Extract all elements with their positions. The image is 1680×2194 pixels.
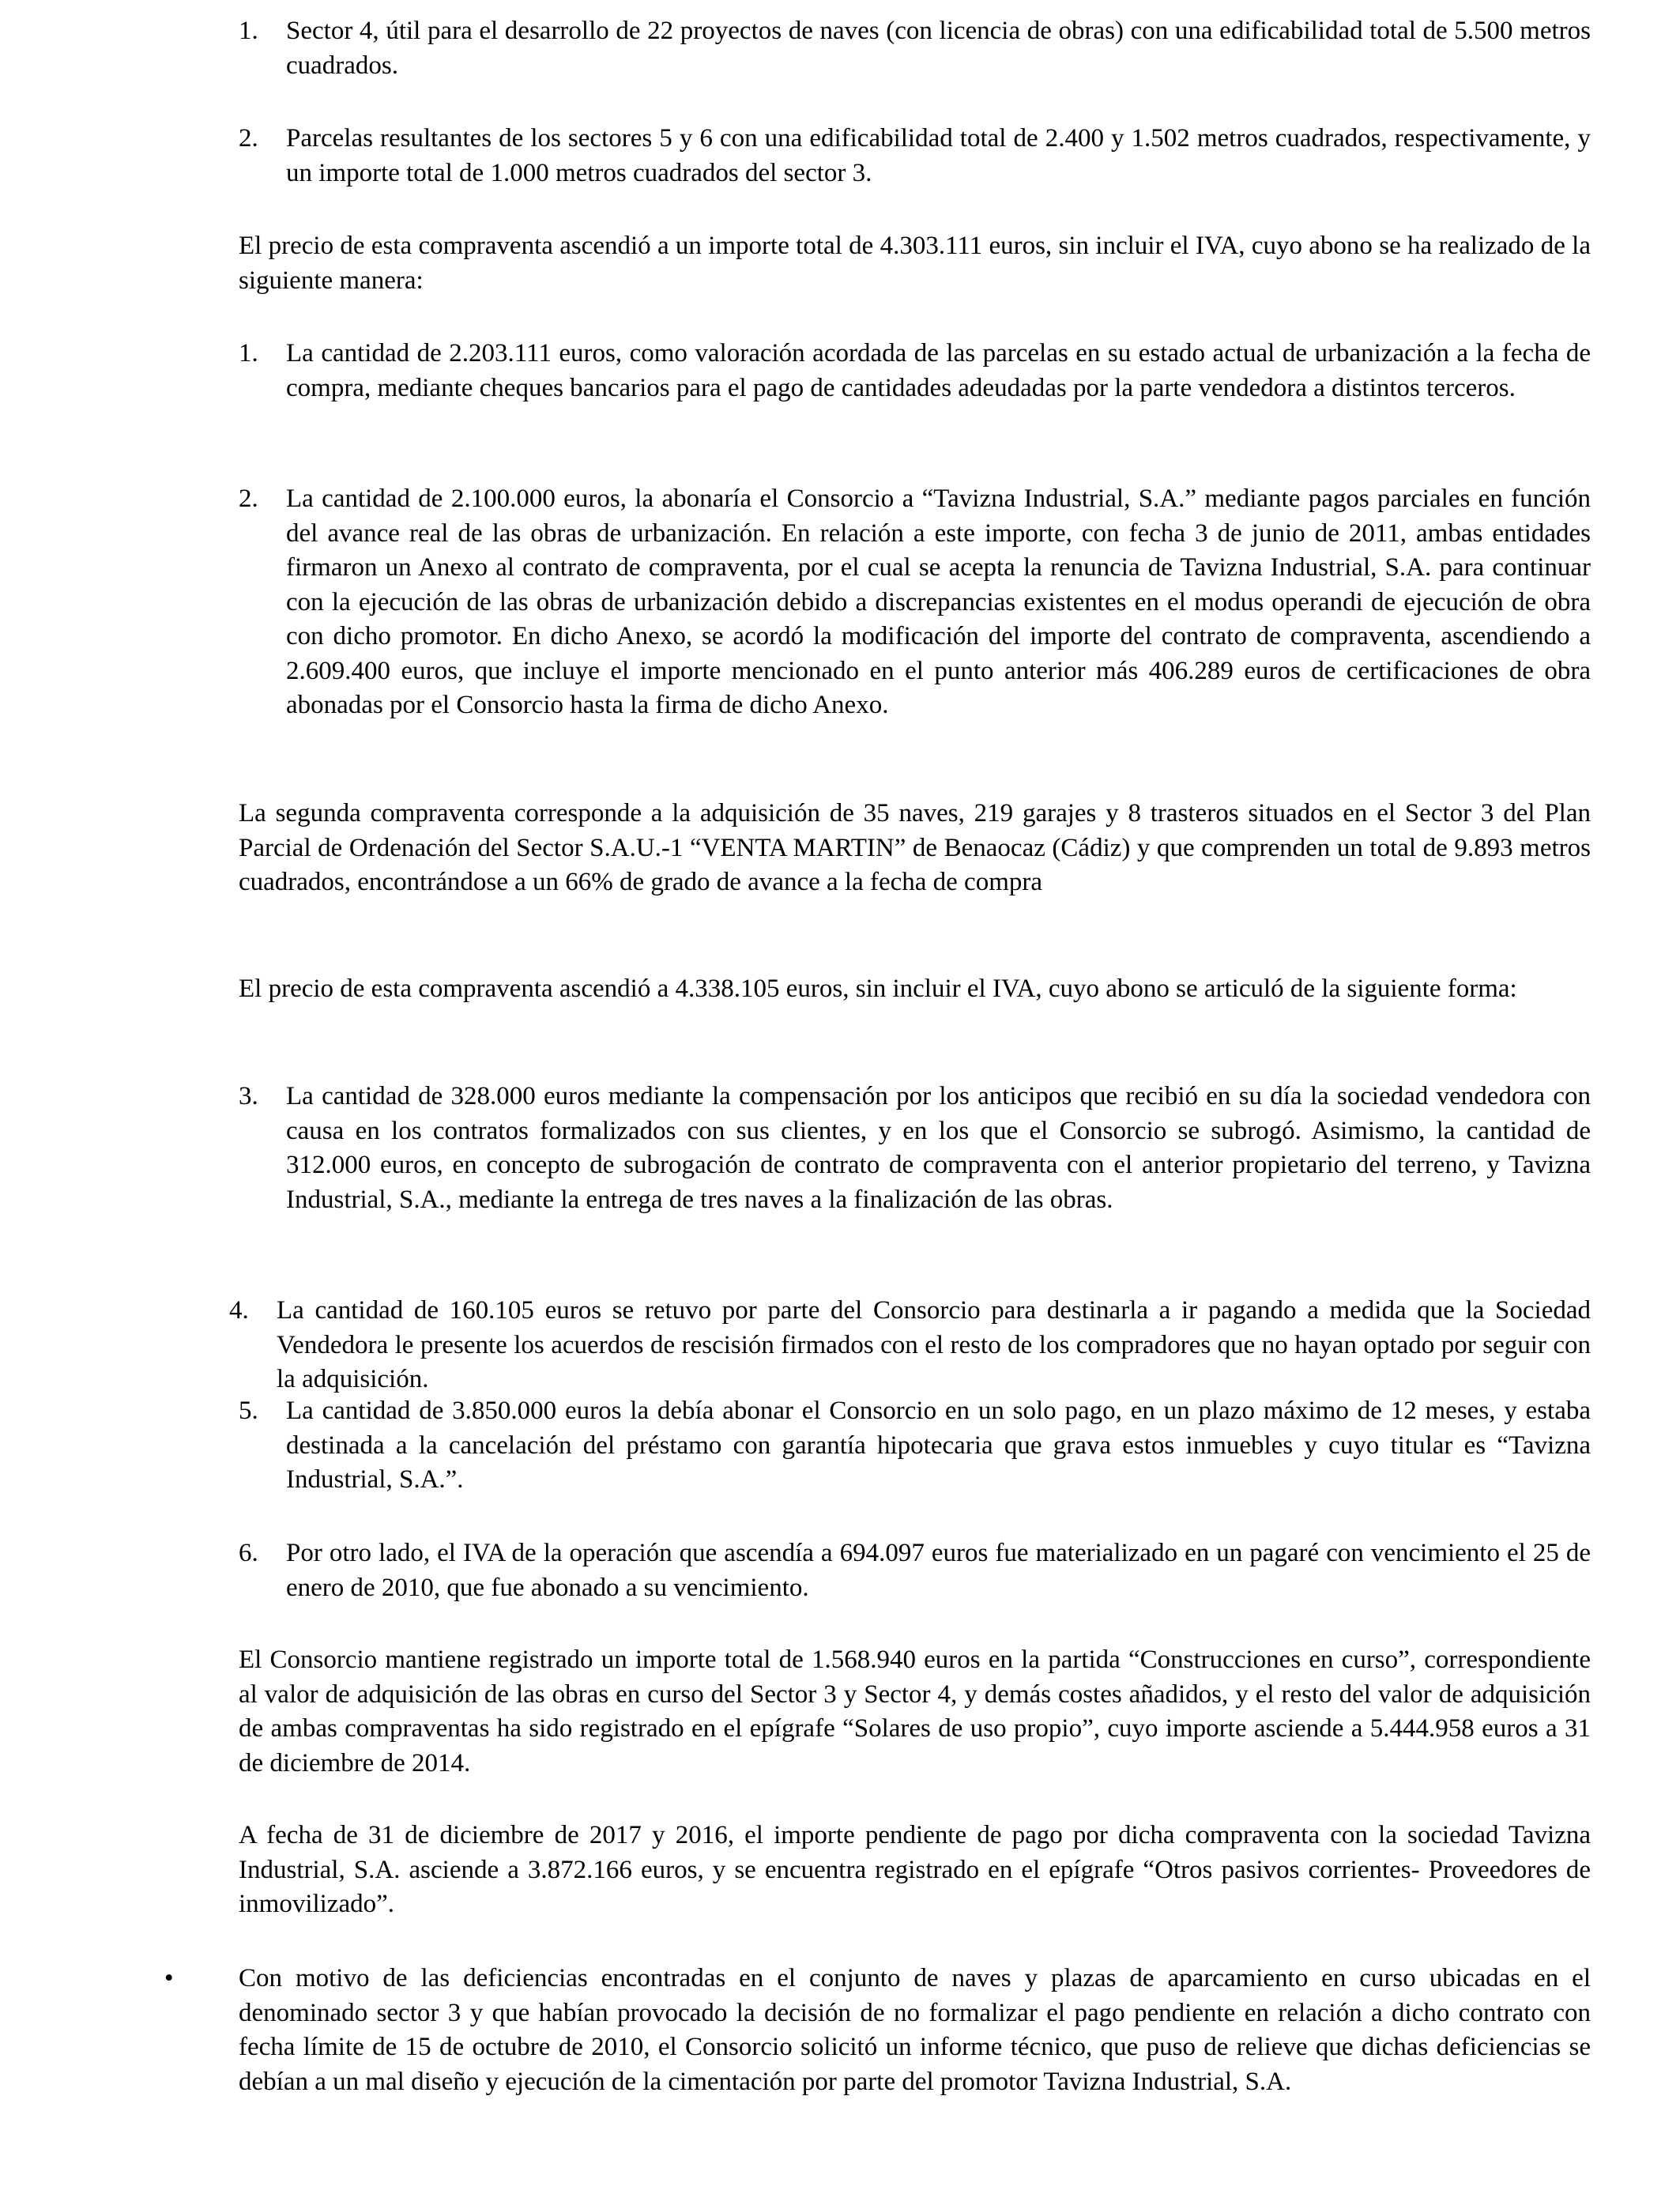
list-item: Sector 4, útil para el desarrollo de 22 proyectos de naves (con licencia de obras) con una edificabilidad total de 5.500 metros cuadrados. xyxy=(286,17,1591,80)
list-marker: 2. xyxy=(239,484,258,513)
list-item: La cantidad de 3.850.000 euros la debía abonar el Consorcio en un solo pago, en un plazo máximo de 12 meses, y estaba destinada a la cancelación del préstamo con garantía hipotecaria que grava estos inmuebles y cuyo titular es “Tavizna Industrial, S.A.”. xyxy=(286,1397,1591,1494)
list-marker: 2. xyxy=(239,124,258,153)
list-item: La cantidad de 2.203.111 euros, como valoración acordada de las parcelas en su estado actual de urbanización a la fecha de compra, mediante cheques bancarios para el pago de cantidades adeudadas por la parte vendedora a distintos terceros. xyxy=(286,339,1591,402)
list-marker: 1. xyxy=(239,17,258,45)
bullet-item: Con motivo de las deficiencias encontradas en el conjunto de naves y plazas de aparcamiento en curso ubicadas en el denominado sector 3 y que habían provocado la decisión de no formalizar el pago pendiente en relación a dicho contrato con fecha límite de 15 de octubre de 2010, el Consorcio solicitó un informe técnico, que puso de relieve que dichas deficiencias se debían a un mal diseño y ejecución de la cimentación por parte del promotor Tavizna Industrial, S.A. xyxy=(239,1964,1591,2096)
list-marker: 1. xyxy=(239,339,258,368)
list-item: Por otro lado, el IVA de la operación que ascendía a 694.097 euros fue materializado en un pagaré con vencimiento el 25 de enero de 2010, que fue abonado a su vencimiento. xyxy=(286,1539,1591,1602)
paragraph-registered-amount: El Consorcio mantiene registrado un importe total de 1.568.940 euros en la partida “Construcciones en curso”, correspondiente al valor de adquisición de las obras en curso del Sector 3 y Sector 4, y demás costes añadidos, y el resto del valor de adquisición de ambas compraventas ha sido registrado en el epígrafe “Solares de uso propio”, cuyo importe asciende a 5.444.958 euros a 31 de diciembre de 2014. xyxy=(239,1646,1591,1777)
list-marker: 5. xyxy=(239,1397,258,1425)
list-item: La cantidad de 2.100.000 euros, la abonaría el Consorcio a “Tavizna Industrial, S.A.” mediante pagos parciales en función del avance real de las obras de urbanización. En relación a este importe, con fecha 3 de junio de 2011, ambas entidades firmaron un Anexo al contrato de compraventa, por el cual se acepta la renuncia de Tavizna Industrial, S.A. para continuar con la ejecución de las obras de urbanización debido a discrepancias existentes en el modus operandi de ejecución de obra con dicho promotor. En dicho Anexo, se acordó la modificación del importe del contrato de compraventa, ascendiendo a 2.609.400 euros, que incluye el importe mencionado en el punto anterior más 406.289 euros de certificaciones de obra abonadas por el Consorcio hasta la firma de dicho Anexo. xyxy=(286,484,1591,719)
paragraph-second-sale: La segunda compraventa corresponde a la adquisición de 35 naves, 219 garajes y 8 trasteros situados en el Sector 3 del Plan Parcial de Ordenación del Sector S.A.U.-1 “VENTA MARTIN” de Benaocaz (Cádiz) y que comprenden un total de 9.893 metros cuadrados, encontrándose a un 66% de grado de avance a la fecha de compra xyxy=(239,799,1591,896)
paragraph-pending-amount: A fecha de 31 de diciembre de 2017 y 2016, el importe pendiente de pago por dicha compraventa con la sociedad Tavizna Industrial, S.A. asciende a 3.872.166 euros, y se encuentra registrado en el epígrafe “Otros pasivos corrientes- Proveedores de inmovilizado”. xyxy=(239,1821,1591,1918)
paragraph-price-second-sale: El precio de esta compraventa ascendió a 4.338.105 euros, sin incluir el IVA, cuyo abono se articuló de la siguiente forma: xyxy=(239,974,1517,1003)
bullet-marker: • xyxy=(164,1964,174,1992)
list-marker: 6. xyxy=(239,1539,258,1567)
list-item: Parcelas resultantes de los sectores 5 y 6 con una edificabilidad total de 2.400 y 1.502 metros cuadrados, respectivamente, y un importe total de 1.000 metros cuadrados del sector 3. xyxy=(286,124,1591,187)
paragraph-price-first-sale: El precio de esta compraventa ascendió a un importe total de 4.303.111 euros, sin incluir el IVA, cuyo abono se ha realizado de la siguiente manera: xyxy=(239,232,1591,295)
list-marker: 4. xyxy=(229,1296,249,1325)
list-item: La cantidad de 160.105 euros se retuvo por parte del Consorcio para destinarla a ir pagando a medida que la Sociedad Vendedora le presente los acuerdos de rescisión firmados con el resto de los compradores que no hayan optado por seguir con la adquisición. xyxy=(277,1296,1591,1393)
list-item: La cantidad de 328.000 euros mediante la compensación por los anticipos que recibió en su día la sociedad vendedora con causa en los contratos formalizados con sus clientes, y en los que el Consorcio se subrogó. Asimismo, la cantidad de 312.000 euros, en concepto de subrogación de contrato de compraventa con el anterior propietario del terreno, y Tavizna Industrial, S.A., mediante la entrega de tres naves a la finalización de las obras. xyxy=(286,1082,1591,1214)
list-marker: 3. xyxy=(239,1082,258,1110)
